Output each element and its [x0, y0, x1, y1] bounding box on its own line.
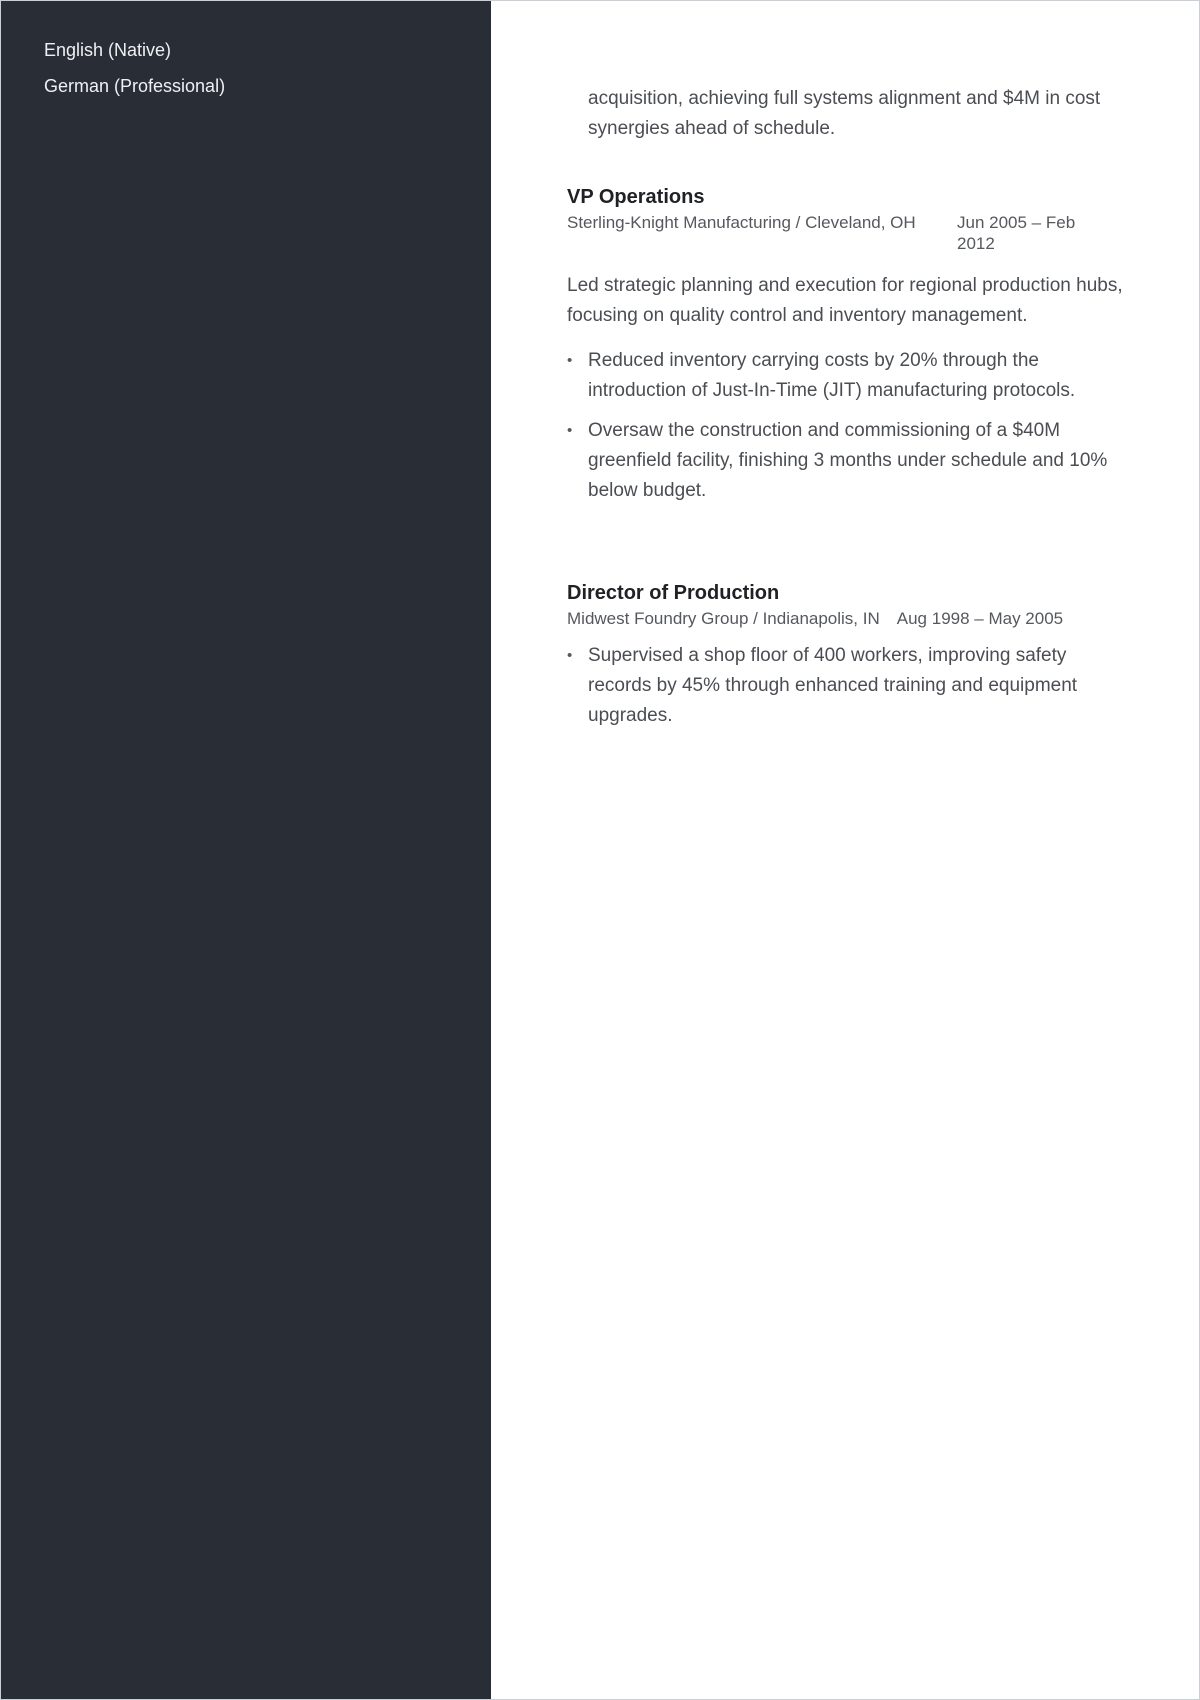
employment-dates: Aug 1998 – May 2005	[896, 609, 1064, 628]
job-title: Director of Production	[567, 582, 780, 604]
job-meta	[567, 608, 1127, 629]
job-title: VP Operations	[567, 186, 705, 208]
continued-bullet-text: acquisition, achieving full systems alignment and $4M in cost synergies ahead of schedule.	[588, 88, 1101, 139]
job-entry-vp-operations	[567, 184, 1127, 516]
job-entry-director-of-production	[567, 580, 1127, 741]
company-location: Midwest Foundry Group / Indianapolis, IN	[567, 609, 880, 628]
languages-list	[44, 39, 225, 111]
achievement-list	[567, 641, 1127, 731]
bullet-icon: •	[567, 422, 573, 439]
job-meta	[567, 212, 1127, 254]
achievement-item	[567, 346, 1127, 406]
resume-sidebar	[1, 1, 491, 1699]
achievement-item	[567, 641, 1127, 731]
language-german: German (Professional)	[44, 76, 226, 96]
bullet-icon: •	[567, 352, 573, 369]
bullet-icon: •	[567, 647, 573, 664]
company-location: Sterling-Knight Manufacturing / Cleveland, OH	[567, 213, 916, 232]
achievement-list	[567, 346, 1127, 506]
employment-dates: Jun 2005 – Feb 2012	[957, 213, 1076, 253]
job-summary: Led strategic planning and execution for regional production hubs, focusing on quality control and inventory management.	[567, 275, 1123, 326]
achievement-text: Reduced inventory carrying costs by 20% through the introduction of Just-In-Time (JIT) manufacturing protocols.	[588, 350, 1076, 401]
language-english: English (Native)	[44, 40, 172, 60]
achievement-text: Supervised a shop floor of 400 workers, improving safety records by 45% through enhanced training and equipment upgrades.	[588, 645, 1078, 726]
achievement-text: Oversaw the construction and commissioning of a $40M greenfield facility, finishing 3 months under schedule and 10% below budget.	[588, 420, 1108, 501]
experience-section	[567, 1, 1127, 1699]
achievement-item	[567, 416, 1127, 506]
